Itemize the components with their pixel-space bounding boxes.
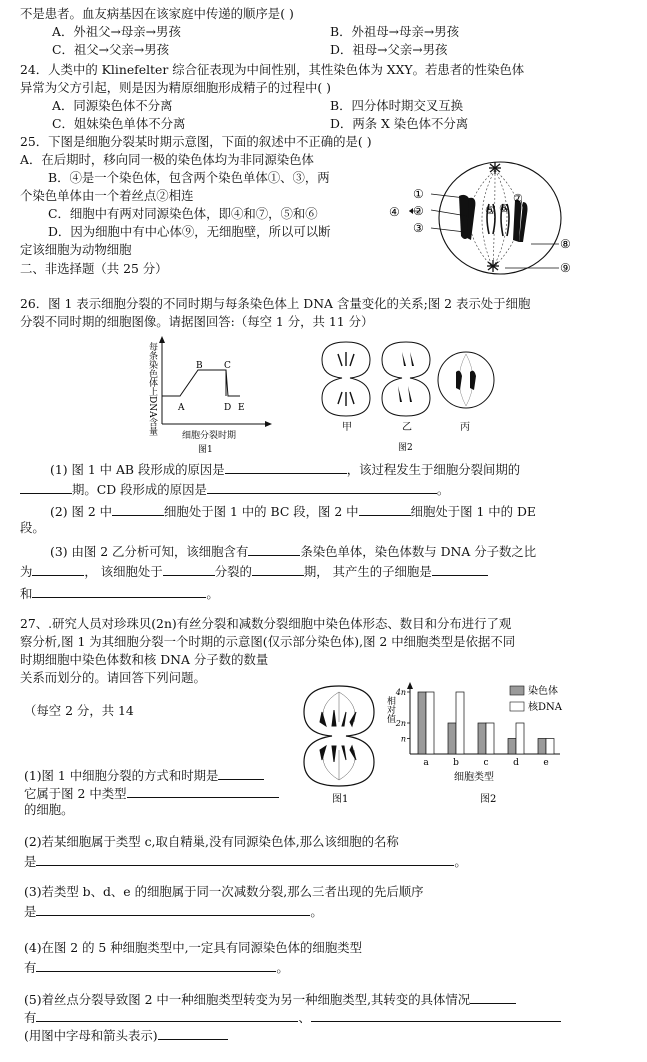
figure1-xlabel: 细胞分裂时期: [182, 431, 237, 441]
point-d: D: [224, 403, 232, 413]
q25-option-c: C．细胞中有两对同源染色体，即④和⑦，⑤和⑥: [48, 206, 318, 221]
q23-option-b: B．外祖母→母亲→男孩: [330, 24, 459, 39]
q26-stem-line2: 分裂不同时期的细胞图像。请据图回答:（每空 1 分，共 11 分）: [20, 314, 374, 329]
label-3: ③: [413, 221, 424, 235]
label-5: ⑤: [485, 204, 495, 217]
blank-q26-9[interactable]: [252, 562, 304, 576]
point-c: C: [224, 361, 231, 371]
figure2-caption: 图2: [398, 443, 413, 453]
bar-c-dna: [486, 723, 494, 754]
q27-s1-line3: 的细胞。: [24, 802, 74, 817]
blank-q26-1[interactable]: [225, 460, 347, 474]
bar-b-chromosome: [448, 723, 456, 754]
q27-s5-line1: (5)着丝点分裂导致图 2 中一种细胞类型转变为另一种细胞类型,其转变的具体情况: [24, 990, 516, 1008]
figure1-ylabel: 每条染色体上DNA含量: [147, 342, 157, 436]
q24-stem-line2: 异常为父方引起，则是因为精原细胞形成精子的过程中( ): [20, 80, 331, 95]
label-9: ⑨: [560, 261, 571, 275]
q26-s2-line2: 段。: [20, 520, 45, 535]
point-a: A: [178, 403, 185, 413]
legend-swatch-dna: [510, 702, 524, 711]
bar-e-chromosome: [538, 739, 546, 755]
blank-q26-8[interactable]: [163, 562, 215, 576]
q27-s2-line2: 是 。: [24, 854, 467, 869]
q26-s1-line1: (1) 图 1 中 AB 段形成的原因是 ，该过程发生于细胞分裂间期的: [50, 462, 521, 477]
bar-a-dna: [426, 692, 434, 754]
blank-q27-8[interactable]: [311, 1008, 561, 1022]
q26-figure2-cells: [306, 336, 506, 456]
q27-figure1-caption: 图1: [332, 794, 349, 804]
q25-option-b-line1: B．④是一个染色体，包含两个染色单体①、③，两: [48, 170, 330, 185]
q27-s4-line1: (4)在图 2 的 5 种细胞类型中,一定具有同源染色体的细胞类型: [24, 940, 362, 955]
q27-figure1-cell: [294, 682, 384, 804]
q27-stem-line4: 关系而划分的。请回答下列问题。: [20, 670, 206, 685]
q25-option-b-line2: 个染色单体由一个着丝点②相连: [20, 188, 194, 203]
blank-q27-3[interactable]: [36, 852, 454, 866]
label-7: ⑦: [513, 192, 523, 205]
q23-stem-tail: 不是患者。血友病基因在该家庭中传递的顺序是( ): [20, 6, 294, 21]
y-tick-label-n: n: [400, 734, 406, 744]
blank-q26-4[interactable]: [112, 502, 164, 516]
x-tick-label-a: a: [423, 758, 429, 768]
centriole-bottom: [487, 260, 499, 272]
q24-option-a: A．同源染色体不分离: [52, 98, 173, 113]
bar-a-chromosome: [418, 692, 426, 754]
label-1: ①: [413, 187, 424, 201]
q27-s2-line1: (2)若某细胞属于类型 c,取自精巢,没有同源染色体,那么该细胞的名称: [24, 834, 399, 849]
q27-s3-line2: 是 。: [24, 904, 323, 919]
q25-option-d-line2: 定该细胞为动物细胞: [20, 242, 132, 257]
blank-q26-7[interactable]: [32, 562, 84, 576]
blank-q27-6[interactable]: [470, 990, 516, 1004]
q25-cell-diagram: [385, 156, 600, 280]
point-e: E: [238, 403, 245, 413]
cell-bing: [438, 352, 494, 408]
figure1-caption: 图1: [198, 445, 213, 455]
q27-stem-line1: 27、.研究人员对珍珠贝(2n)有丝分裂和减数分裂细胞中染色体形态、数目和分布进行了观: [20, 616, 512, 631]
cell-jia: [322, 342, 370, 416]
legend-label-dna: 核DNA: [528, 702, 562, 713]
bar-c-chromosome: [478, 723, 486, 754]
label-6: ⑥: [499, 202, 509, 215]
blank-q26-3[interactable]: [207, 480, 437, 494]
blank-q26-5[interactable]: [359, 502, 411, 516]
q27-s1-line1: (1)图 1 中细胞分裂的方式和时期是: [24, 766, 264, 784]
q27-score: （每空 2 分，共 14: [24, 703, 134, 718]
section-two-heading: 二、非选择题（共 25 分）: [20, 261, 168, 276]
blank-q27-1[interactable]: [218, 766, 264, 780]
q27-stem-line2: 察分析,图 1 为其细胞分裂一个时期的示意图(仅示部分染色体),图 2 中细胞类型是依据不同: [20, 634, 516, 649]
blank-q27-4[interactable]: [36, 902, 310, 916]
x-tick-label-c: c: [483, 758, 489, 768]
q26-s2-line1: (2) 图 2 中 细胞处于图 1 中的 BC 段，图 2 中 细胞处于图 1 中的 DE: [50, 504, 536, 519]
q23-option-c: C．祖父→父亲→男孩: [52, 42, 169, 57]
chromosome-7: [513, 200, 528, 242]
dna-content-line: [162, 370, 240, 396]
q26-stem-line1: 26．图 1 表示细胞分裂的不同时期与每条染色体上 DNA 含量变化的关系;图 2 表示处于细胞: [20, 296, 531, 311]
q27-s3-line1: (3)若类型 b、d、e 的细胞属于同一次减数分裂,那么三者出现的先后顺序: [24, 884, 424, 899]
q24-option-d: D．两条 X 染色体不分离: [330, 116, 469, 131]
blank-q26-6[interactable]: [248, 542, 300, 556]
cell-membrane: [439, 162, 561, 274]
blank-q27-7[interactable]: [36, 1008, 298, 1022]
q23-option-d: D．祖母→父亲→男孩: [330, 42, 448, 57]
label-2: ②: [413, 204, 424, 218]
blank-q26-11[interactable]: [32, 584, 206, 598]
q26-s3-line2: 为 ， 该细胞处于 分裂的 期， 其产生的子细胞是: [20, 562, 488, 580]
q26-s1-line2: 期。CD 段形成的原因是 。: [20, 480, 449, 498]
x-tick-label-b: b: [453, 758, 459, 768]
cell-label-bing: 丙: [460, 422, 470, 433]
q26-figure1-dna-graph: [140, 334, 280, 456]
legend-swatch-chromosome: [510, 686, 524, 695]
bar-b-dna: [456, 692, 464, 754]
x-tick-label-e: e: [543, 758, 549, 768]
q27-s1-line2: 它属于图 2 中类型: [24, 784, 279, 802]
q24-stem-line1: 24．人类中的 Klinefelter 综合征表现为中间性别，其性染色体为 XXY。若患者的性染色体: [20, 62, 525, 77]
q25-stem: 25．下图是细胞分裂某时期示意图，下面的叙述中不正确的是( ): [20, 134, 372, 149]
bar-e-dna: [546, 739, 554, 755]
blank-q26-10[interactable]: [432, 562, 488, 576]
cell-yi: [382, 342, 430, 416]
q27-figure2-bar-chart: [384, 682, 584, 804]
q27-s5-line2: 有 、: [24, 1008, 561, 1026]
q27-s4-line2: 有 。: [24, 960, 289, 975]
chromosome-4: [459, 195, 475, 240]
point-b: B: [196, 361, 203, 371]
centriole-top: [489, 162, 501, 174]
q25-option-a: A．在后期时，移向同一极的染色体均为非同源染色体: [20, 152, 314, 167]
bar-d-dna: [516, 723, 524, 754]
q23-option-a: A．外祖父→母亲→男孩: [52, 24, 181, 39]
q24-option-b: B．四分体时期交叉互换: [330, 98, 464, 113]
chart-xlabel: 细胞类型: [454, 772, 494, 783]
blank-q27-2[interactable]: [127, 784, 279, 798]
q27-s5-line3: (用图中字母和箭头表示): [24, 1026, 228, 1044]
label-8: ⑧: [560, 237, 571, 251]
q27-stem-line3: 时期细胞中染色体数和核 DNA 分子数的数量: [20, 652, 269, 667]
q25-option-d-line1: D．因为细胞中有中心体⑨，无细胞壁，所以可以断: [48, 224, 331, 239]
blank-q27-9[interactable]: [158, 1026, 228, 1040]
bar-d-chromosome: [508, 739, 516, 755]
q26-s3-line1: (3) 由图 2 乙分析可知，该细胞含有 条染色单体，染色体数与 DNA 分子数之比: [50, 544, 537, 559]
q24-option-c: C．姐妹染色单体不分离: [52, 116, 186, 131]
chart-caption: 图2: [480, 794, 497, 804]
blank-q26-2[interactable]: [20, 480, 72, 494]
chart-ylabel: 相对值: [385, 696, 395, 723]
label-4: ④: [389, 205, 400, 219]
legend-label-chromosome: 染色体: [528, 686, 558, 697]
x-tick-label-d: d: [513, 758, 519, 768]
y-tick-label-2n: 2n: [395, 719, 406, 728]
cell-label-yi: 乙: [402, 422, 412, 433]
blank-q27-5[interactable]: [36, 958, 276, 972]
y-tick-label-4n: 4n: [395, 688, 406, 697]
cell-label-jia: 甲: [342, 422, 352, 433]
q26-s3-line3: 和 。: [20, 586, 219, 601]
